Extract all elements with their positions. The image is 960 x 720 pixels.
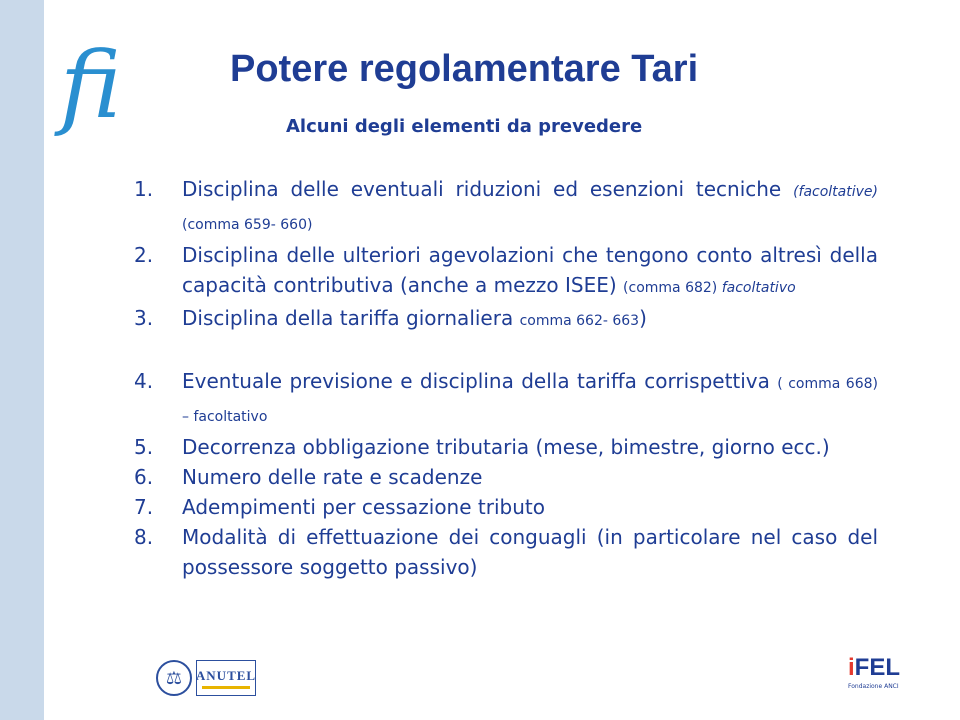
item-text: Decorrenza obbligazione tributaria (mese, bimestre, giorno ecc.)	[182, 435, 830, 459]
slide-title: Potere regolamentare Tari	[230, 48, 699, 90]
item-text: Disciplina delle ulteriori agevolazioni che tengono conto altresì della capacità contributiva (anche a mezzo ISEE) (comma 682) facoltativo	[182, 243, 878, 297]
item-text: Adempimenti per cessazione tributo	[182, 495, 545, 519]
item-number: 5.	[134, 435, 154, 459]
list-item	[134, 492, 878, 522]
item-number: 6.	[134, 465, 154, 489]
list-item	[134, 174, 878, 240]
ifel-subtitle: Fondazione ANCI	[848, 683, 899, 690]
item-text: Eventuale previsione e disciplina della tariffa corrispettiva ( comma 668) – facoltativo	[182, 369, 878, 425]
list-item	[134, 240, 878, 303]
list-spacer	[134, 336, 878, 366]
anutel-logo	[156, 658, 258, 698]
list-item	[134, 462, 878, 492]
item-number: 2.	[134, 243, 154, 267]
fi-logo: fi	[60, 32, 122, 139]
item-number: 3.	[134, 306, 154, 330]
anutel-wordmark	[196, 660, 256, 696]
item-number: 1.	[134, 177, 154, 201]
item-number: 4.	[134, 369, 154, 393]
slide-subtitle: Alcuni degli elementi da prevedere	[286, 116, 643, 137]
item-number: 8.	[134, 525, 154, 549]
ifel-mark: iFEL	[848, 654, 900, 681]
item-number: 7.	[134, 495, 154, 519]
list-item	[134, 366, 878, 432]
scales-icon: ⚖	[156, 660, 192, 696]
anutel-underline	[202, 686, 250, 689]
anutel-name: ANUTEL	[195, 667, 257, 683]
ifel-logo	[848, 654, 908, 700]
item-text: Numero delle rate e scadenze	[182, 465, 483, 489]
list-item	[134, 303, 878, 336]
item-text: Disciplina delle eventuali riduzioni ed esenzioni tecniche (facoltative) (comma 659- 660)	[182, 177, 878, 233]
side-bar	[0, 0, 44, 720]
list-item	[134, 522, 878, 582]
item-text: Disciplina della tariffa giornaliera comma 662- 663)	[182, 306, 647, 330]
elements-list	[134, 174, 878, 582]
list-item	[134, 432, 878, 462]
item-text: Modalità di effettuazione dei conguagli (in particolare nel caso del possessore soggetto passivo)	[182, 525, 878, 579]
